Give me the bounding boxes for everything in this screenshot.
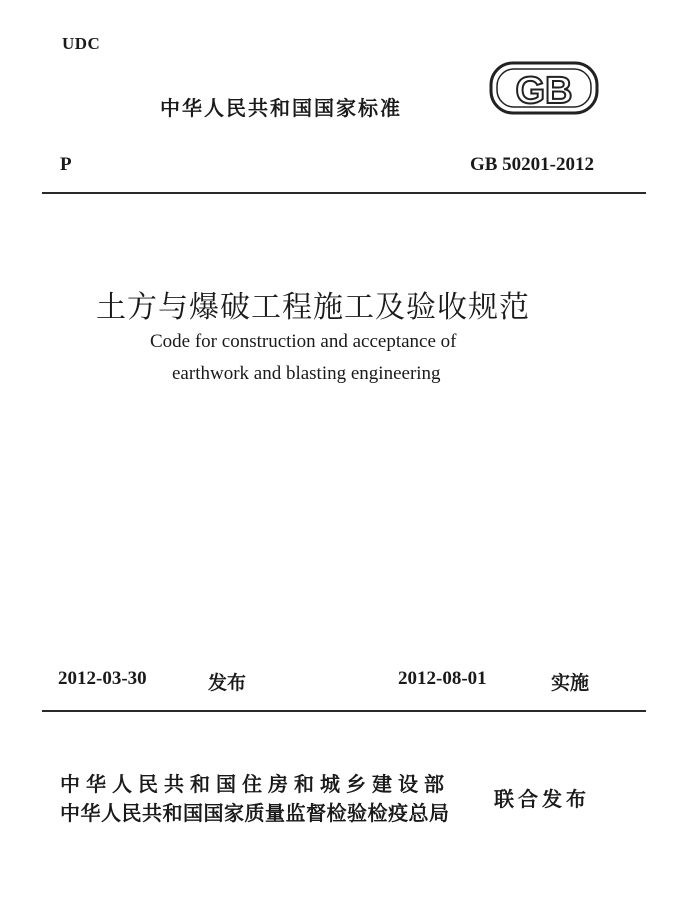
joint-issue-label: 联合发布 [494, 787, 590, 811]
issuer-aqsiq: 中华人民共和国国家质量监督检验检疫总局 [60, 801, 450, 825]
standard-number: GB 50201-2012 [469, 154, 594, 175]
gb-logo-icon [488, 60, 600, 116]
implementation-label: 实施 [551, 672, 590, 694]
implementation-date: 2012-08-01 [398, 668, 487, 689]
bottom-divider [42, 710, 646, 712]
document-title-en-line1: Code for construction and acceptance of [150, 331, 457, 352]
document-title-en-line2: earthwork and blasting engineering [172, 363, 441, 384]
category-code: P [60, 154, 72, 175]
udc-label: UDC [62, 34, 101, 53]
top-divider [42, 192, 646, 194]
gb-logo-text: GB [515, 70, 573, 112]
standard-type-heading: 中华人民共和国国家标准 [160, 96, 402, 120]
issue-date: 2012-03-30 [58, 668, 147, 689]
document-title-zh: 土方与爆破工程施工及验收规范 [96, 290, 530, 325]
issuer-ministry-housing: 中华人民共和国住房和城乡建设部 [60, 772, 450, 796]
issue-label: 发布 [208, 672, 247, 694]
